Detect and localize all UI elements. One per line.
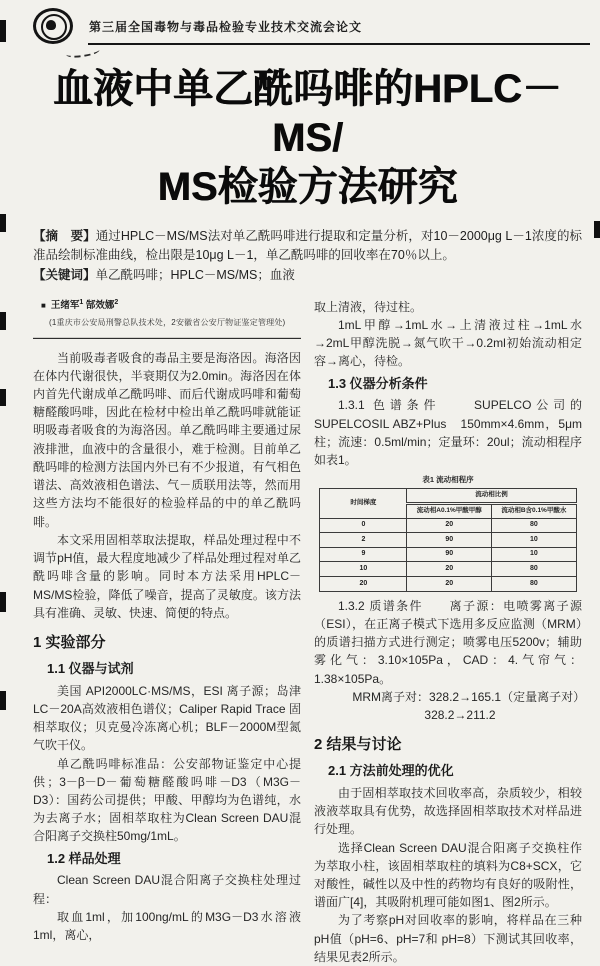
keywords-line: [33, 266, 582, 284]
paragraph-supernatant: 取上清液，待过柱。: [314, 299, 423, 314]
scan-mark: [0, 691, 6, 710]
paper-title: [33, 65, 582, 211]
abstract-line: [33, 227, 582, 263]
scan-mark: [0, 389, 6, 406]
scan-mark: [0, 20, 6, 42]
abstract-label: 【摘 要】: [33, 229, 96, 244]
table-row: [320, 547, 576, 562]
table1-cell-b: 80: [492, 562, 577, 577]
author-block: [33, 298, 301, 314]
table1-cell-a: 20: [407, 562, 492, 577]
table1-cell-b: 10: [492, 533, 577, 548]
author-name-1: 王绪军: [50, 299, 80, 311]
right-column: [314, 298, 586, 966]
table1-cell-a: 20: [407, 518, 492, 533]
table1-col-ratio-group: 流动相比例: [407, 488, 576, 503]
conference-emblem-icon: [33, 8, 73, 44]
scan-mark: [594, 221, 600, 238]
keywords-text: 单乙酰吗啡；HPLC－MS/MS；血液: [95, 267, 295, 282]
table-row: [320, 533, 576, 548]
paragraph-blood-sample: 取血1ml，加100ng/mL的M3G－D3水溶液1ml，离心，: [33, 909, 301, 943]
paragraph-column-packing: 选择Clean Screen DAU混合阳离子交换柱作为萃取小柱，该固相萃取柱的填料为C8+SCX，它对酸性，碱性以及中性的药物均有良好的吸附性，谱面广[4]，其吸附机理可能如图1、图2所示。: [314, 840, 582, 910]
left-column: [33, 298, 301, 966]
paper-title-line1: 血液中单乙酰吗啡的HPLC－MS/: [53, 67, 562, 160]
table1-cell-time: 2: [320, 533, 407, 548]
table1-cell-time: 20: [320, 577, 407, 592]
section-heading-results: 2 结果与讨论: [314, 736, 402, 754]
paragraph-spe-advantage: 由于固相萃取技术回收率高，杂质较少，相较液液萃取具有优势，故选择固相萃取技术对样品进行处理。: [314, 785, 582, 837]
paragraph-chromatography-conditions: 1.3.1 色谱条件 SUPELCO公司的SUPELCOSIL ABZ+Plus 150mm×4.6mm，5μm柱；流速：0.5ml/min；定量环：20ul；流动相程序如表1。: [314, 398, 582, 468]
author-marker-icon: ■: [41, 300, 46, 310]
table1-cell-b: 80: [492, 518, 577, 533]
header-rule: [88, 43, 590, 45]
paragraph-spe-process: Clean Screen DAU混合阳离子交换柱处理过程：: [33, 873, 301, 906]
subsection-heading-optimization: 2.1 方法前处理的优化: [328, 763, 454, 779]
table-row: [320, 577, 576, 592]
paragraph-reagents: 单乙酰吗啡标准品：公安部物证鉴定中心提供；3－β－D－葡萄糖醛酸吗啡－D3（M3G－D3）：国药公司提供；甲酸、甲醇均为色谱纯，水为去离子水；固相萃取柱为Clean Screen DAU混合阳离子交换柱50mg/1mL。: [33, 756, 301, 844]
table1-cell-a: 90: [407, 547, 492, 562]
paragraph-intro: 当前吸毒者吸食的毒品主要是海洛因。海洛因在体内代谢很快，半衰期仅为2.0min。海洛因在体内首先代谢成单乙酰吗啡、而后代谢成吗啡和葡萄糖醛酸吗啡，因此在检材中检出单乙酰吗啡就能证明吸毒者吸食的为海洛因。单乙酰吗啡主要通过尿液排泄，血液中的含量很小，难于检测。目前单乙酰吗啡的检测方法国内外已有不少报道，有气相色谱法、高效液相色谱法、气－质联用法等，然而用这些方法均不能很好的检验样品的中的单乙酰吗啡。: [33, 350, 301, 529]
table1-col-b: 流动相B含0.1%甲酸水: [492, 503, 577, 518]
table1-col-a: 流动相A0.1%甲酸甲醇: [407, 503, 492, 518]
paragraph-instruments: 美国 API2000LC·MS/MS，ESI 离子源；岛津LC－20A高效液相色谱仪；Caliper Rapid Trace 固相萃取仪；贝克曼冷冻离心机；BLF－2000M型氮气吹干仪。: [33, 683, 301, 753]
subsection-heading-sample: 1.2 样品处理: [47, 850, 121, 866]
paragraph-ph-recovery: 为了考察pH对回收率的影响，将样品在三种pH值（pH=6、pH=7和 pH=8）下测试其回收率，结果见表2所示。: [314, 913, 582, 964]
author-rule: [33, 337, 301, 339]
table1-cell-b: 80: [492, 577, 577, 592]
table-row: [320, 562, 576, 577]
mobile-phase-table: [319, 488, 576, 592]
author-affil-sup-2: 2: [114, 298, 119, 306]
mrm-ion-pair-2: 328.2→211.2: [424, 708, 496, 723]
paragraph-elution-procedure: 1mL甲醇→1mL水→上清液过柱→1mL水→2mL甲醇洗脱→氮气吹干→0.2ml初始流动相定容→离心，待检。: [314, 318, 582, 369]
table1-cell-b: 10: [492, 547, 577, 562]
table1-cell-time: 10: [320, 562, 407, 577]
scan-mark: [0, 592, 6, 612]
author-affil-sup-1: 1: [79, 298, 84, 306]
paper-title-line2: MS检验方法研究: [157, 164, 458, 209]
table-row: [320, 518, 576, 533]
mrm-ion-pair-1: MRM离子对：328.2→165.1（定量离子对）: [352, 689, 586, 704]
keywords-label: 【关键词】: [33, 267, 96, 282]
table1-cell-a: 90: [407, 533, 492, 548]
table1-caption: 表1 流动相程序: [422, 475, 474, 485]
author-name-2: 郜效娜: [85, 299, 115, 311]
abstract-block: [33, 227, 582, 283]
scan-mark: [0, 312, 6, 330]
table1-cell-time: 9: [320, 547, 407, 562]
paragraph-method-summary: 本文采用固相萃取法提取，样品处理过程中不调节pH值，最大程度地减少了样品处理过程对单乙酰吗啡含量的影响。同时本方法采用HPLC－MS/MS检验，降低了噪音，提高了灵敏度。该方法具有准确、灵敏、快速、简便的特点。: [33, 532, 301, 620]
paragraph-ms-conditions: 1.3.2 质谱条件 离子源：电喷雾离子源（ESI），在正离子模式下选用多反应监测（MRM）的质谱扫描方式进行测定；喷雾电压5200v；辅助雾化气：3.10×105Pa，CAD：4.气帘气：1.38×105Pa。: [314, 598, 582, 686]
scan-mark: [0, 214, 6, 232]
emblem-tail-decoration: [66, 45, 101, 58]
abstract-text: 通过HPLC－MS/MS法对单乙酰吗啡进行提取和定量分析，对10－2000μg L－1浓度的标准品绘制标准曲线，检出限是10μg L－1，单乙酰吗啡的回收率在70％以上。: [33, 229, 582, 262]
section-heading-experiment: 1 实验部分: [33, 634, 106, 652]
page-header: [33, 5, 582, 47]
author-affiliation: (1重庆市公安局刑警总队技术处，2安徽省公安厅物证鉴定管理处): [49, 318, 286, 328]
subsection-heading-instruments: 1.1 仪器与试剂: [47, 660, 134, 676]
table1-cell-a: 20: [407, 577, 492, 592]
conference-name: 第三届全国毒物与毒品检验专业技术交流会论文: [89, 19, 363, 34]
two-column-body: [33, 298, 586, 966]
subsection-heading-analysis: 1.3 仪器分析条件: [328, 375, 428, 391]
table1-cell-time: 0: [320, 518, 407, 533]
table1-col-time: 时间梯度: [320, 488, 407, 518]
